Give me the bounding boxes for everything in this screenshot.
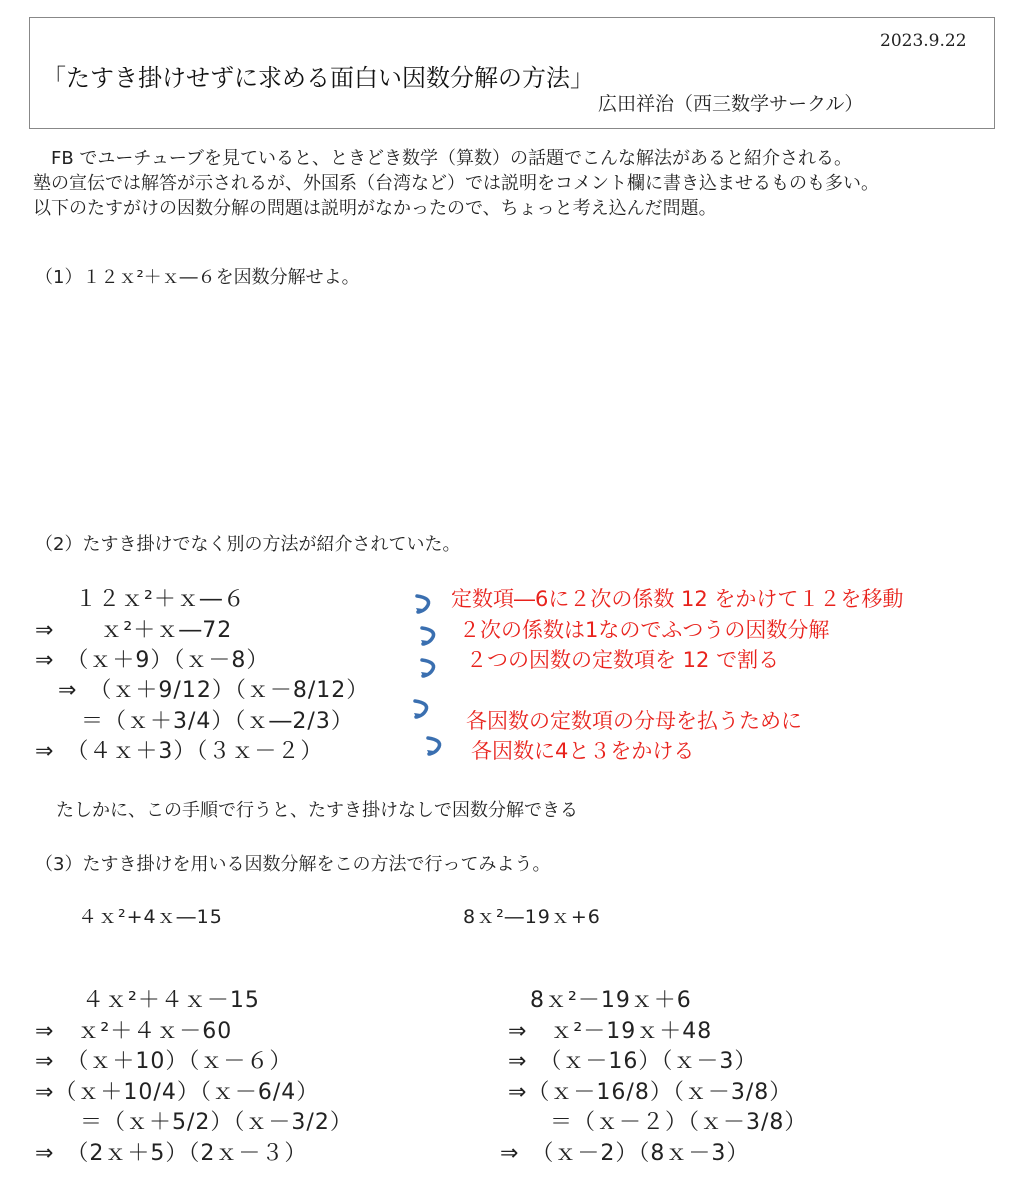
note-2: ２次の係数は1なのでふつうの因数分解 — [459, 618, 830, 642]
solution-b-step-2: ⇒ ｘ²－19ｘ＋48 — [508, 1019, 713, 1044]
solution-b-step-6: ⇒ （ｘ－2）（8ｘ－3） — [500, 1141, 750, 1166]
example-step-3: ⇒ （ｘ＋9）（ｘ－8） — [35, 648, 270, 673]
question-2: （2）たすき掛けでなく別の方法が紹介されていた。 — [35, 534, 461, 555]
curved-arrow-icon — [418, 624, 440, 648]
intro-line-1: FB でユーチューブを見ていると、ときどき数学（算数）の話題でこんな解法があると紹介される。 — [33, 148, 852, 169]
problem-a: ４ｘ²+4ｘ―15 — [78, 906, 223, 928]
example-step-4: ⇒ （ｘ＋9/12）（ｘ－8/12） — [35, 678, 370, 703]
author: 広田祥治（西三数学サークル） — [598, 93, 864, 115]
example-step-2: ⇒ ｘ²＋ｘ―72 — [35, 618, 233, 643]
question-1: （1）１２ｘ²＋ｘ―６を因数分解せよ。 — [35, 267, 360, 288]
solution-a-step-6: ⇒ （2ｘ＋5）（2ｘ－３） — [35, 1141, 308, 1166]
curved-arrow-icon — [413, 592, 435, 616]
note-4: 各因数の定数項の分母を払うために — [466, 709, 802, 733]
solution-a-step-2: ⇒ ｘ²＋４ｘ－60 — [35, 1019, 233, 1044]
solution-a-step-3: ⇒ （ｘ＋10）（ｘ－６） — [35, 1049, 293, 1074]
page-title: 「たすき掛けせずに求める面白い因数分解の方法」 — [42, 64, 594, 92]
intro-line-3: 以下のたすがけの因数分解の問題は説明がなかったので、ちょっと考え込んだ問題。 — [33, 198, 717, 219]
example-step-5: ＝（ｘ＋3/4）（ｘ―2/3） — [58, 709, 354, 734]
example-step-6: ⇒ （４ｘ＋3）（３ｘ－２） — [35, 739, 324, 764]
solution-b-step-4: ⇒（ｘ－16/8）（ｘ－3/8） — [508, 1080, 793, 1105]
note-1: 定数項―6に２次の係数 12 をかけて１２を移動 — [451, 587, 904, 611]
question-3: （3）たすき掛けを用いる因数分解をこの方法で行ってみよう。 — [35, 854, 551, 875]
intro-line-2: 塾の宣伝では解答が示されるが、外国系（台湾など）では説明をコメント欄に書き込ませるものも多い。 — [33, 173, 879, 194]
solution-a-step-5: ＝（ｘ＋5/2）（ｘ－3/2） — [80, 1110, 353, 1135]
solution-b-step-5: ＝（ｘ－２）（ｘ－3/8） — [550, 1110, 808, 1135]
date: 2023.9.22 — [880, 31, 967, 51]
curved-arrow-icon — [418, 656, 440, 680]
example-step-1: １２ｘ²＋ｘ―６ — [52, 587, 246, 612]
solution-a-step-1: ４ｘ²＋４ｘ－15 — [82, 988, 260, 1013]
solution-a-step-4: ⇒（ｘ＋10/4）（ｘ－6/4） — [35, 1080, 320, 1105]
solution-b-step-1: 8ｘ²－19ｘ＋6 — [530, 988, 692, 1013]
problem-b: 8ｘ²―19ｘ+6 — [463, 906, 601, 928]
curved-arrow-icon — [411, 697, 433, 721]
note-5: 各因数に4と３をかける — [471, 739, 695, 763]
solution-b-step-3: ⇒ （ｘ－16）（ｘ－3） — [508, 1049, 758, 1074]
conclusion: たしかに、この手順で行うと、たすき掛けなしで因数分解できる — [56, 800, 578, 821]
curved-arrow-icon — [424, 734, 446, 758]
note-3: ２つの因数の定数項を 12 で割る — [466, 648, 780, 672]
